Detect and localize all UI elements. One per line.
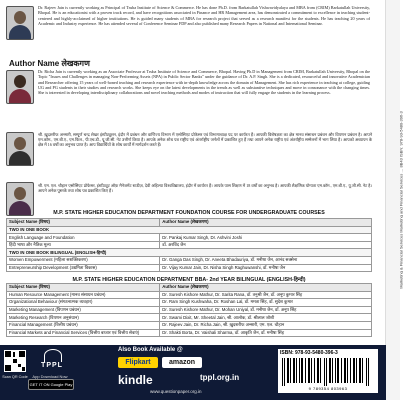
author-heading: Author Name लेखकगण (6, 58, 93, 69)
isbn-barcode-box (278, 349, 378, 393)
table-row (7, 306, 372, 314)
table-row (7, 299, 372, 307)
isbn-number: ISBN: 978-93-5480-396-3 (280, 350, 338, 356)
author-cell: डॉ. अरविंद जैन (160, 241, 372, 249)
table-header-row (7, 284, 372, 292)
author-photo-1 (6, 6, 34, 40)
section-label: TWO IN ONE BOOK BILINGUAL (ENGLISH-हिन्दी) (7, 249, 372, 257)
section-label: TWO IN ONE BOOK (7, 226, 372, 234)
table-row (7, 256, 372, 264)
barcode-number: 9 789354 803963 (308, 386, 348, 391)
tppl-logo-text: TPPL (41, 362, 63, 369)
bba-course-title: M.P. STATE HIGHER EDUCATION DEPARTMENT BBA- 2nd YEAR BILINGUAL (ENGLISH-हिन्दी) (72, 277, 306, 283)
subject-cell: Marketing Research (विपणन अनुसंधान) (7, 314, 160, 322)
barcode-icon (280, 358, 376, 386)
spine-text: Marketing & Financial Services Marketing and Financial Services … 8B43 ISBN: 978-93-5480-396-3 (398, 111, 403, 289)
author-bio-1: Dr. Rajeev Jain is currently working as Principal of Truba Institute of Science & Commerce. He has done Ph.D. from Barkatullah Vishwavidyalaya and MBA from (CRIM) Barkatullah University, Bhopal. He is an educationist with a proven track record, and have recognitions associated in Finance and HR Management area, has demonstrated a commitment to excellence in teaching student-centered and highly-acclaimed of higher institutions. He is guided many students of MBA for research project that served as a research manifest for the students. He has teaching 20 years of Academic and Industry experience. He has attended several of Conference Seminar FDP and also published many Research Papers in National and International Seminar. (38, 5, 370, 26)
subject-cell: Organizational Behaviour (संगठनात्मक व्यवहार) (7, 299, 160, 307)
table-section-row (7, 226, 372, 234)
subject-cell: Marketing Management (विपणन प्रबंधन) (7, 306, 160, 314)
author-photo-3 (6, 132, 34, 166)
bba-course-table (6, 283, 372, 337)
author-bio-3: श्री. ख़ुदशरीफ अन्सारी, सम्पूर्ण चन्द्र शेखर इंस्टीट्यूशन, इंदौर में प्रबंधन और वाणिज्य विभाग में एसोसिएट प्रोफेसर एवं विभागाध्यक्ष पद पर कार्यरत हैं। आपकी विशेषज्ञता का क्षेत्र मानव संसाधन प्रबंधन और विपणन प्रबंधन है। आपने एम.कॉम., एम.बी.ए., एम.फिल., पी.एच.डी., यू.जी.सी. नेट उत्तीर्ण किया है। आपके अनेक शोध पत्र राष्ट्रीय एवं अंतर्राष्ट्रीय जर्नलों में प्रकाशित हुए हैं तथा आपने अनेक राष्ट्रीय एवं अंतर्राष्ट्रीय सम्मेलनों में भाग लिया है। आपको अध्यापन के क्षेत्र में 16 वर्षों का अनुभव प्राप्त है। आप विद्यार्थियों के शोध कार्यों में मार्गदर्शन करते हैं। (38, 132, 372, 148)
table-row (7, 264, 372, 272)
subject-cell: Women Empowerment (महिला सशक्तिकरण) (7, 256, 160, 264)
tppl-logo-icon (44, 349, 62, 362)
subject-cell: Financial Markets and Financial Services (वित्तीय बाजार एवं वित्तीय सेवाएं) (7, 329, 160, 337)
scan-qr-label: Scan QR Code (2, 375, 28, 379)
author-cell: Dr. Shakti Borta, Dr. Vaishali Sharma, डॉ. आकृति जैन, डॉ. मनीषा सिंह (160, 329, 372, 337)
foundation-course-table (6, 218, 372, 272)
tppl-url[interactable]: tppl.org.in (200, 373, 240, 382)
flipkart-badge[interactable]: Flipkart (118, 357, 158, 368)
author-cell: Dr. Ram Singh Kushwaha, Dr. Roshan Lal, डॉ. ममता सिंह, डॉ. सुदेश कुमार (160, 299, 372, 307)
table-row (7, 241, 372, 249)
table-row (7, 329, 372, 337)
author-cell: Dr. Suresh Kishore Mathur, Dr. Sarita Rana, डॉ. तनुश्री जैन, डॉ. अनूप कुमार सिंह (160, 291, 372, 299)
author-photo-2 (6, 70, 34, 104)
google-play-badge[interactable]: GET IT ON Google Play (28, 379, 74, 390)
subject-cell: Financial Management (वित्तीय प्रबंधन) (7, 321, 160, 329)
subject-cell: English Language and Foundation (7, 234, 160, 242)
table-row (7, 234, 372, 242)
col-subject: Subject Name (विषय) (7, 284, 160, 292)
table-section-row (7, 249, 372, 257)
author-cell: Dr. Ganga Das Singh, Dr. Aneeta Bhadauriya, डॉ. मनीषा जैन, आनंद सक्सेना (160, 256, 372, 264)
table-row (7, 291, 372, 299)
author-cell: Dr. Vijay Kumar Jain, Dr. Nisha Singh Raghuwanshi, डॉ. मनीषा जैन (160, 264, 372, 272)
author-cell: Dr. Rajeev Jain, Dr. Richa Jain, श्री. ख़ुदशरीफ अन्सारी, एम. एल. चौहान (160, 321, 372, 329)
col-subject: Subject Name (विषय) (7, 219, 160, 227)
table-row (7, 321, 372, 329)
also-available-title: Also Book Available @ (118, 347, 183, 353)
subject-cell: Human Resource Management (मानव संसाधन प्रबंधन) (7, 291, 160, 299)
author-cell: Dr. Pankaj Kumar Singh, Dr. Ashvini Joshi (160, 234, 372, 242)
amazon-badge[interactable]: amazon (162, 357, 202, 368)
author-cell: Dr. Swami Dixit, Mr. Sheetal Jain, श्री. आलोक, डॉ. श्रीलाल जोशी (160, 314, 372, 322)
kindle-logo[interactable]: kindle (118, 373, 153, 387)
author-bio-4: श्री. एम. एल. चौहान एसोसिएट प्रोफेसर, इंस्टीट्यूट ऑफ़ मैनेजमेंट स्टडीज़, देवी अहिल्या विश्वविद्यालय, इंदौर में कार्यरत हैं। आपके पास शिक्षण में 18 वर्षों का अनुभव है। आपकी शैक्षणिक योग्यता एम.कॉम., एम.बी.ए., यू.जी.सी. नेट है। आपने अनेक पुस्तकें तथा शोध पत्र प्रकाशित किए हैं। (38, 183, 372, 194)
author-bio-2: Dr. Richa Jain is currently working as an Associate Professor at Truba Institute of Science and Commerce, Bhopal. Having Ph.D in Management from CRIM, Barkatullah University, Bhopal on the Topic "Issues and Challenges in managing Non-Performing Assets (NPA) in Public Sector Banks" under the guidance of Dr. A.P. Singh. She is a dedicated, resourceful and innovative Academician and Researcher offering 15 years of well-honed teaching and research experience with in-depth knowledge across the domain of Management. She has rich experience in teaching at college, guiding UG and PG students in their studies and research works. She keeps eye on the latest developments in the trends as well as substantive techniques and move in consonance with the changing times. She is interested in developing interdisciplinary collaborations and novel teaching methods and modes of instruction that will fully engage the students in the learning process. (38, 69, 370, 96)
tppl-logo (30, 349, 74, 375)
footer-band (0, 345, 386, 400)
col-author: Author Name (लेखकगण) (160, 219, 372, 227)
subject-cell: हिंदी भाषा और नैतिक मूल्य (7, 241, 160, 249)
site-url[interactable]: www.questionpaper.org.in (150, 389, 202, 394)
author-cell: Dr. Suresh Kishore Mathur, Dr. Mohan Uniyal, डॉ. मनीषा जैन, डॉ. अनूप सिंह (160, 306, 372, 314)
foundation-course-title: M.P. STATE HIGHER EDUCATION DEPARTMENT FOUNDATION COURSE FOR UNDERGRADUATE COURSES (53, 210, 325, 216)
table-header-row (7, 219, 372, 227)
col-author: Author Name (लेखकगण) (160, 284, 372, 292)
subject-cell: Entrepreneurship Development (उद्यमिता विकास) (7, 264, 160, 272)
qr-code-icon[interactable] (4, 350, 26, 372)
spine-strip (385, 0, 403, 400)
table-row (7, 314, 372, 322)
app-download-label: App Download Now (32, 374, 68, 379)
